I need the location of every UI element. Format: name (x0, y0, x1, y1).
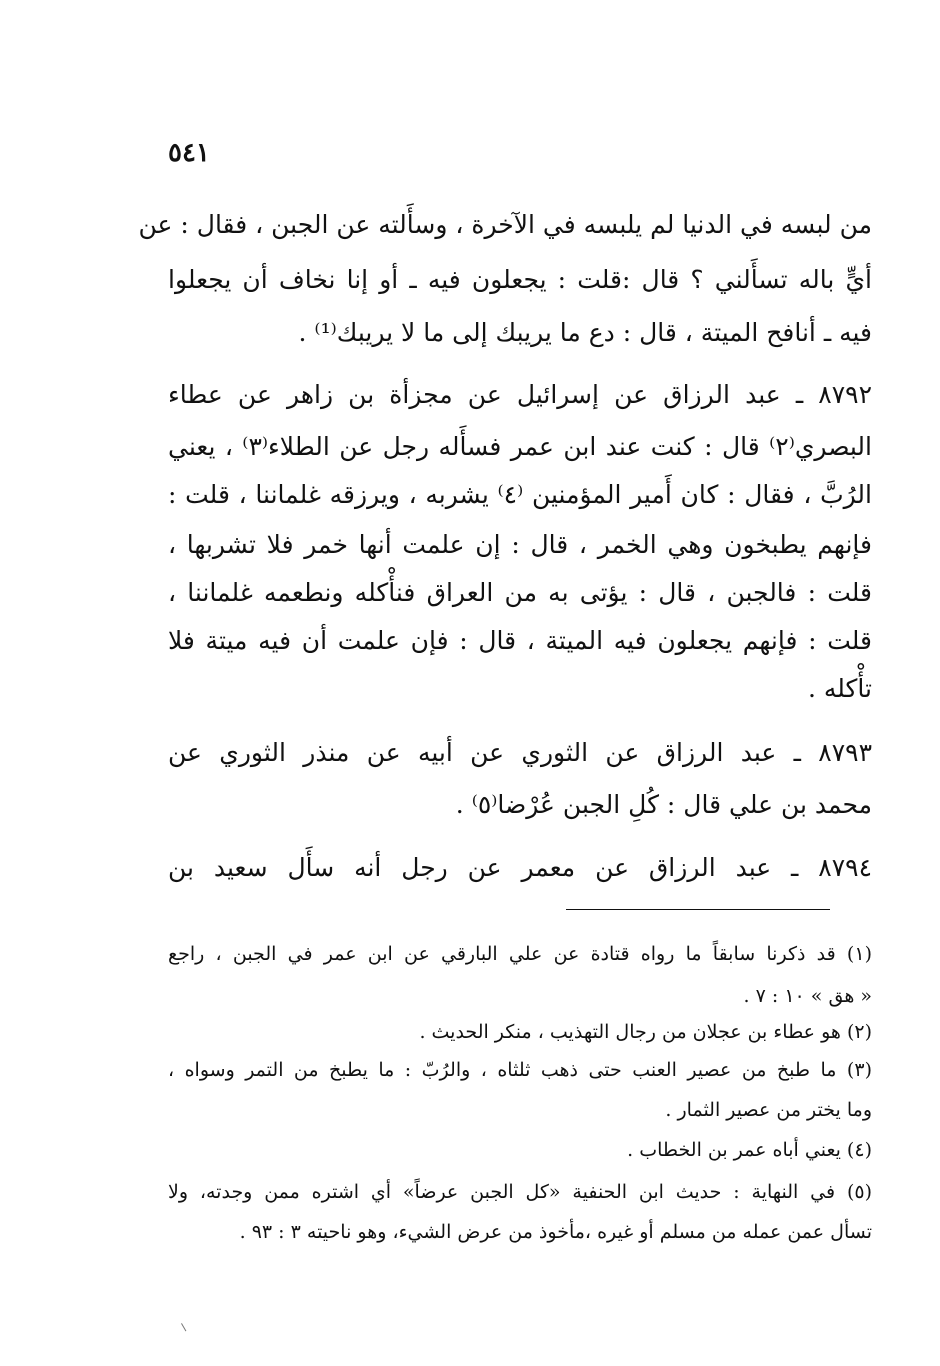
page-number: ٥٤١ (168, 138, 210, 168)
footnote-line: وما يختر من عصير الثمار . (665, 1099, 872, 1121)
footnote-line: (١) قد ذكرنا سابقاً ما رواه قتادة عن علي البارقي عن ابن عمر في الجبن ، راجع (168, 943, 872, 965)
scan-speck (181, 1322, 189, 1332)
body-line: محمد بن علي قال : كُلِ الجبن عُرْضا⁽٥⁾ . (455, 790, 872, 819)
body-line: فإنهم يطبخون وهي الخمر ، قال : إن علمت أنها خمر فلا تشربها ، (168, 530, 872, 559)
footnote-line: (٥) في النهاية : حديث ابن الحنفية «كل الجبن عرضاً» أي اشتره ممن وجدته، ولا (168, 1181, 872, 1203)
body-line: من لبسه في الدنيا لم يلبسه في الآخرة ، وسأَلته عن الجبن ، فقال : عن (138, 210, 872, 239)
body-line: أيٍّ باله تسأَلني ؟ قال :قلت : يجعلون فيه ـ أو إنا نخاف أن يجعلوا (168, 265, 872, 294)
body-line: البصري⁽٢⁾ قال : كنت عند ابن عمر فسأَله رجل عن الطلاء⁽٣⁾ ، يعني (168, 432, 872, 461)
body-line: ٨٧٩٤ ـ عبد الرزاق عن معمر عن رجل أنه سأَل سعيد بن (168, 853, 872, 882)
footnote-line: تسأل عمن عمله من مسلم أو غيره ،مأخوذ من عرض الشيء، وهو ناحيته ٣ : ٩٣ . (239, 1221, 872, 1243)
body-line: قلت : فإنهم يجعلون فيه الميتة ، قال : فإن علمت أن فيه ميتة فلا (168, 626, 872, 655)
footnote-line: (٣) ما طبخ من عصير العنب حتى ذهب ثلثاه ، والرُبّ : ما يطبخ من التمر وسواه ، (168, 1059, 872, 1081)
body-line: فيه ـ أنافح الميتة ، قال : دع ما يريبك إلى ما لا يريبك⁽¹⁾ . (298, 318, 872, 347)
footnote-line: (٢) هو عطاء بن عجلان من رجال التهذيب ، منكر الحديث . (419, 1021, 872, 1043)
body-line: الرُبَّ ، فقال : كان أَمير المؤمنين ⁽٤⁾ يشربه ، ويرزقه غلماننا ، قلت : (168, 480, 872, 509)
body-line: ٨٧٩٢ ـ عبد الرزاق عن إسرائيل عن مجزأة بن زاهر عن عطاء (168, 380, 872, 409)
footnote-line: (٤) يعني أباه عمر بن الخطاب . (627, 1139, 872, 1161)
body-line: ٨٧٩٣ ـ عبد الرزاق عن الثوري عن أبيه عن منذر الثوري عن (168, 738, 872, 767)
footnote-separator (566, 909, 830, 910)
body-line: قلت : فالجبن ، قال : يؤتى به من العراق فنأْكله ونطعمه غلماننا ، (168, 578, 872, 607)
body-line: تأْكله . (807, 674, 872, 703)
footnote-line: « هق » ١٠ : ٧ . (743, 985, 872, 1007)
